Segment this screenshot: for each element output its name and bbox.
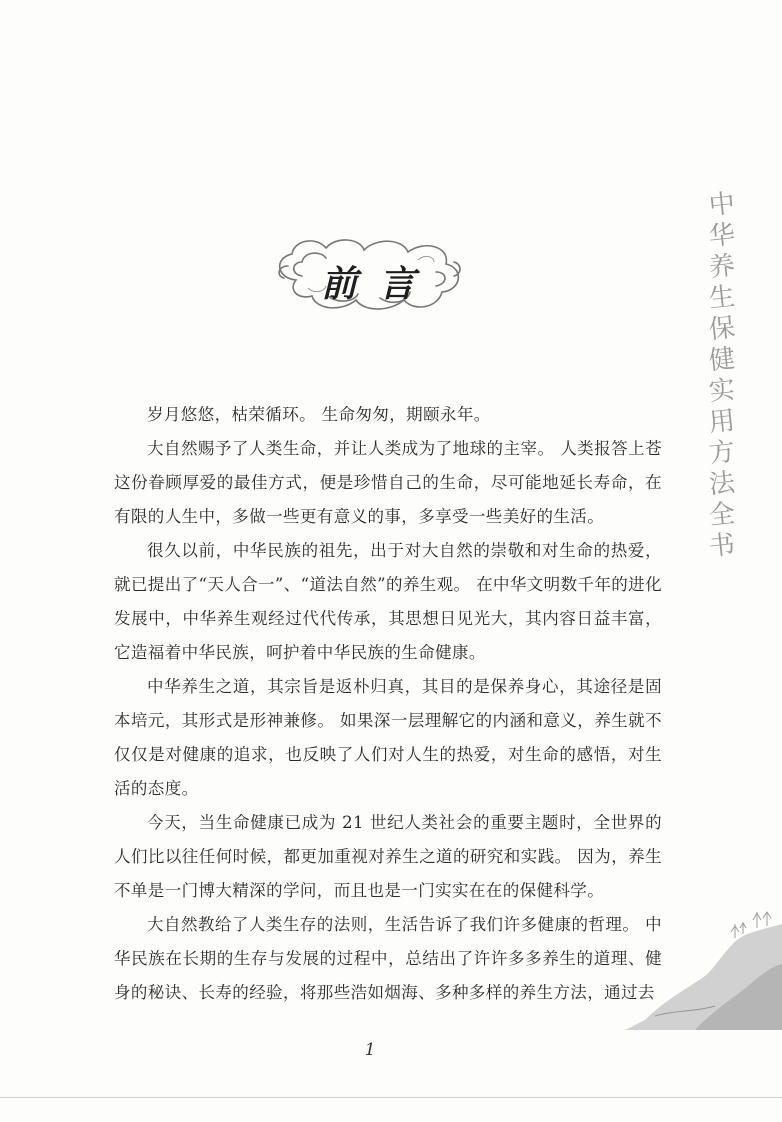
body-text (114, 398, 662, 1010)
side-title-char: 养 (707, 250, 737, 284)
bottom-divider (0, 1097, 782, 1098)
page-number: 1 (364, 1040, 376, 1060)
page-title: 前言 (320, 263, 437, 305)
preface-heading (268, 232, 468, 316)
side-title-char: 方 (707, 436, 737, 470)
side-title-char: 华 (707, 219, 737, 253)
paragraph: 大自然教给了人类生存的法则，生活告诉了我们许多健康的哲理。 中华民族在长期的生存与发展的过程中，总结出了许许多多养生的道理、健身的秘诀、长寿的经验，将那些浩如烟海、多种多样的养生方法，通过去 (114, 915, 662, 1002)
side-title-char: 生 (707, 281, 737, 315)
side-title-char: 保 (707, 312, 737, 346)
side-title-char: 健 (707, 343, 737, 377)
side-title-char: 全 (707, 498, 737, 532)
side-title-char: 书 (707, 529, 737, 563)
side-book-title (705, 190, 739, 562)
side-title-char: 实 (707, 374, 737, 408)
side-title-char: 法 (707, 467, 737, 501)
paragraph: 中华养生之道，其宗旨是返朴归真，其目的是保养身心，其途径是固本培元，其形式是形神兼修。 如果深一层理解它的内涵和意义，养生就不仅仅是对健康的追求，也反映了人们对人生的热爱，对生命的感悟，对生活的态度。 (114, 677, 662, 798)
mountain-landscape-icon (585, 880, 782, 1030)
paragraph: 很久以前，中华民族的祖先，出于对大自然的崇敬和对生命的热爱，就已提出了“天人合一”、“道法自然”的养生观。 在中华文明数千年的进化发展中，中华养生观经过代代传承，其思想日见光大，其内容日益丰富，它造福着中华民族，呵护着中华民族的生命健康。 (114, 541, 662, 662)
side-title-char: 用 (707, 405, 737, 439)
paragraph: 岁月悠悠，枯荣循环。 生命匆匆，期颐永年。 (147, 405, 491, 424)
paragraph: 大自然赐予了人类生命，并让人类成为了地球的主宰。 人类报答上苍这份眷顾厚爱的最佳方式，便是珍惜自己的生命，尽可能地延长寿命，在有限的人生中，多做一些更有意义的事，多享受一些美好的生活。 (114, 439, 662, 526)
side-title-char: 中 (707, 188, 737, 222)
paragraph: 今天，当生命健康已成为 21 世纪人类社会的重要主题时，全世界的人们比以往任何时候，都更加重视对养生之道的研究和实践。 因为，养生不单是一门博大精深的学问，而且也是一门实实在在的保健科学。 (114, 813, 662, 900)
